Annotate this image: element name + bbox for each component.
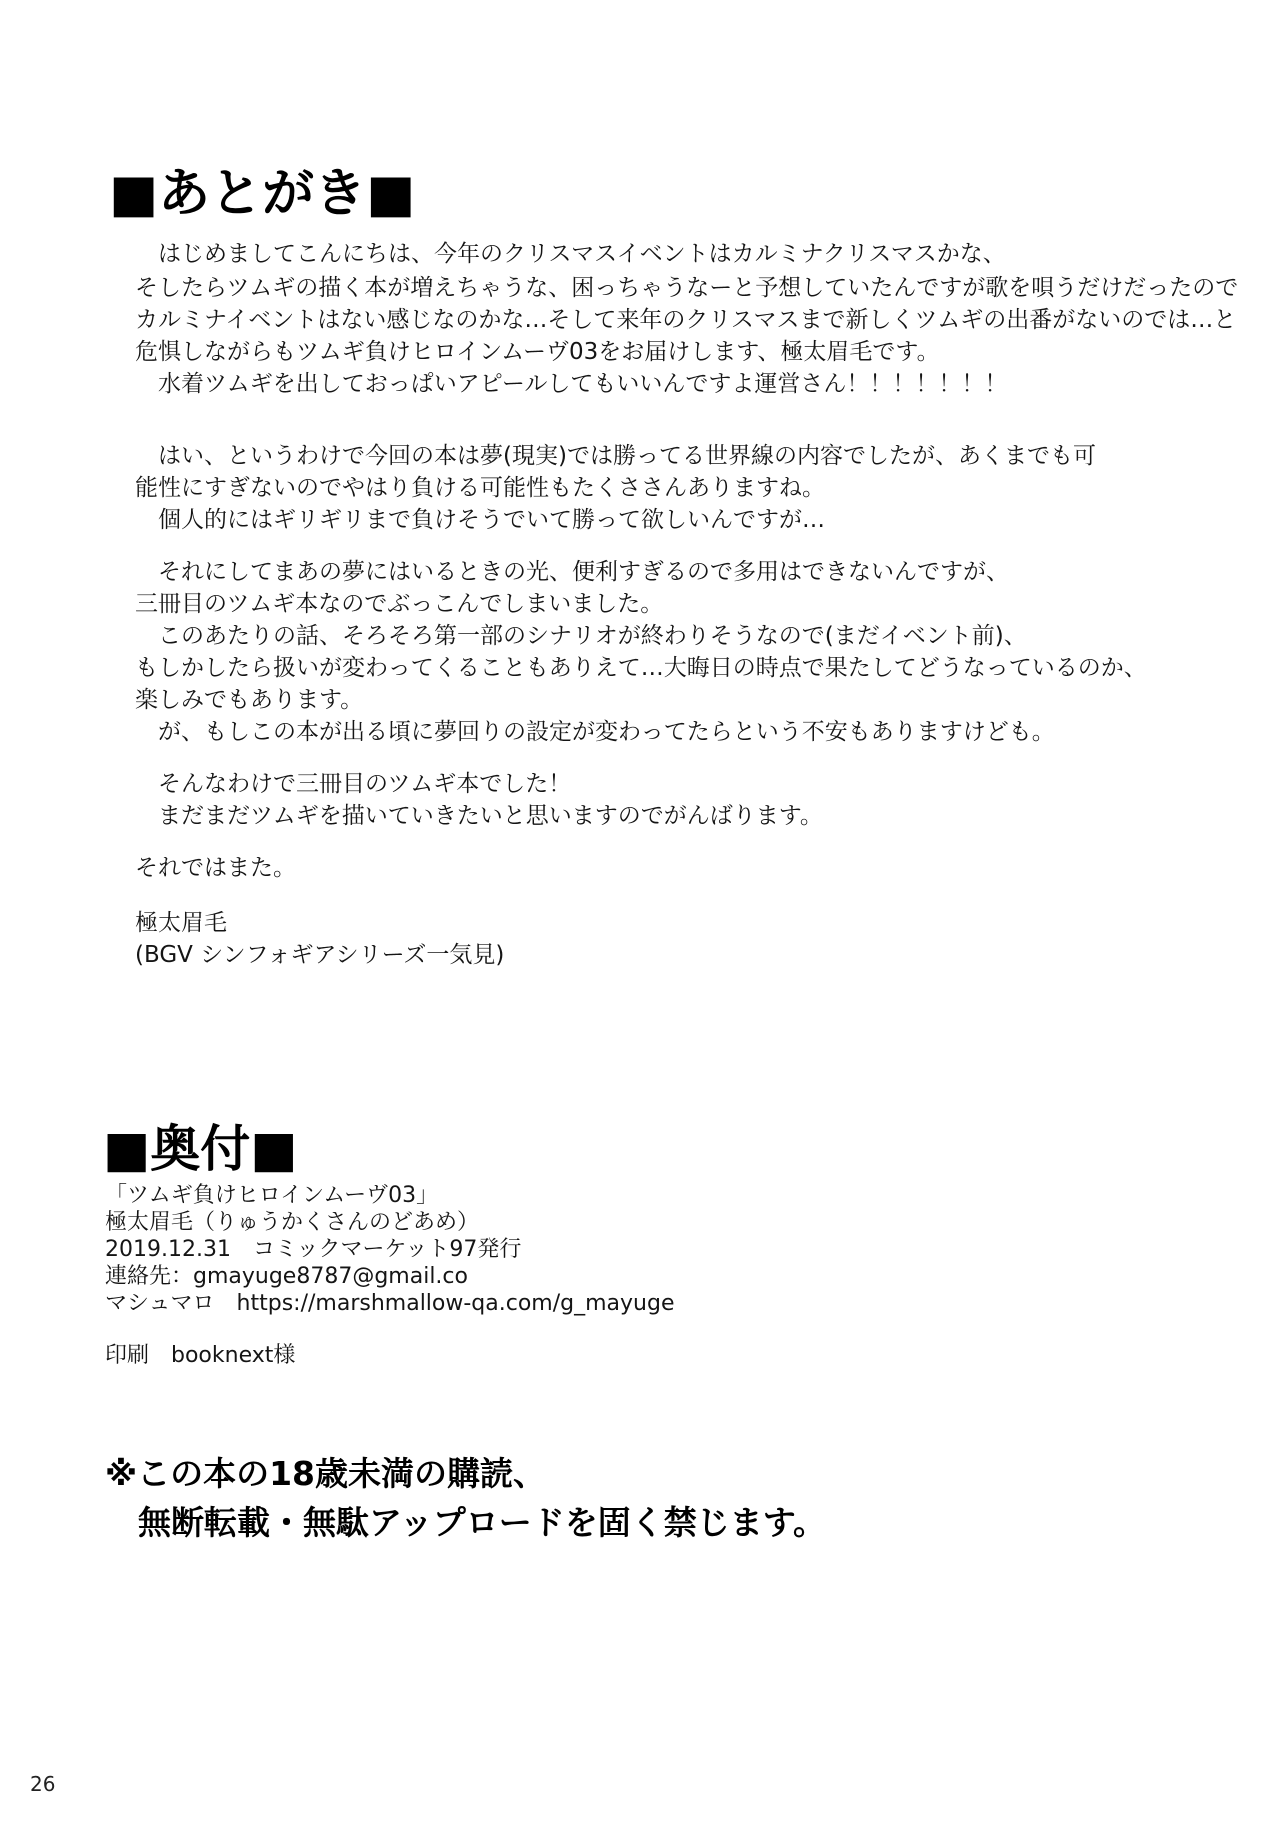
afterword-line: 個人的にはギリギリまで負けそうでいて勝って欲しいんですが… xyxy=(135,507,825,533)
afterword-line: もしかしたら扱いが変わってくることもありえて…大晦日の時点で果たしてどうなっているのか、 xyxy=(135,655,1147,681)
afterword-line: 楽しみでもあります。 xyxy=(135,687,364,713)
afterword-line: そしたらツムギの描く本が増えちゃうな、困っちゃうなーと予想していたんですが歌を唄うだけだったので xyxy=(135,275,1239,301)
colophon-title: 「ツムギ負けヒロインムーヴ03」 xyxy=(105,1183,439,1208)
afterword-line: まだまだツムギを描いていきたいと思いますのでがんばります。 xyxy=(135,803,823,829)
afterword-line: それではまた。 xyxy=(135,855,296,881)
author-note: (BGV シンフォギアシリーズ一気見) xyxy=(135,942,505,968)
age-warning-line-2: 無断転載・無駄アップロードを固く禁じます。 xyxy=(105,1503,827,1542)
afterword-line: 危惧しながらもツムギ負けヒロインムーヴ03をお届けします、極太眉毛です。 xyxy=(135,339,940,365)
afterword-line: このあたりの話、そろそろ第一部のシナリオが終わりそうなので(まだイベント前)、 xyxy=(135,623,1027,649)
afterword-line: 能性にすぎないのでやはり負ける可能性もたくささんありますね。 xyxy=(135,475,825,501)
afterword-line: それにしてまあの夢にはいるときの光、便利すぎるので多用はできないんですが、 xyxy=(135,559,1009,585)
colophon-heading: ■奥付■ xyxy=(103,1120,298,1178)
afterword-heading: ■あとがき■ xyxy=(109,164,416,224)
afterword-line: カルミナイベントはない感じなのかな…そして来年のクリスマスまで新しくツムギの出番がないのでは…と xyxy=(135,307,1237,333)
afterword-line: はじめましてこんにちは、今年のクリスマスイベントはカルミナクリスマスかな、 xyxy=(135,241,1006,267)
colophon-marshmallow: マシュマロ https://marshmallow-qa.com/g_mayuge xyxy=(105,1291,675,1316)
afterword-line: 三冊目のツムギ本なのでぶっこんでしまいました。 xyxy=(135,591,664,617)
age-warning-line-1: ※この本の18歳未満の購読、 xyxy=(105,1454,547,1493)
author-signature: 極太眉毛 xyxy=(135,910,227,936)
afterword-line: が、もしこの本が出る頃に夢回りの設定が変わってたらという不安もありますけども。 xyxy=(135,719,1055,745)
page-number: 26 xyxy=(30,1772,56,1796)
afterword-line: そんなわけで三冊目のツムギ本でした！ xyxy=(135,771,572,797)
colophon-author: 極太眉毛（りゅうかくさんのどあめ） xyxy=(105,1210,480,1235)
colophon-printer: 印刷 booknext様 xyxy=(105,1343,296,1368)
colophon-date: 2019.12.31 コミックマーケット97発行 xyxy=(105,1237,522,1262)
afterword-line: はい、というわけで今回の本は夢(現実)では勝ってる世界線の内容でしたが、あくまでも可 xyxy=(135,443,1096,469)
colophon-contact: 連絡先：gmayuge8787@gmail.co xyxy=(105,1264,468,1289)
afterword-line: 水着ツムギを出しておっぱいアピールしてもいいんですよ運営さん！！！！！！！ xyxy=(135,371,1008,397)
